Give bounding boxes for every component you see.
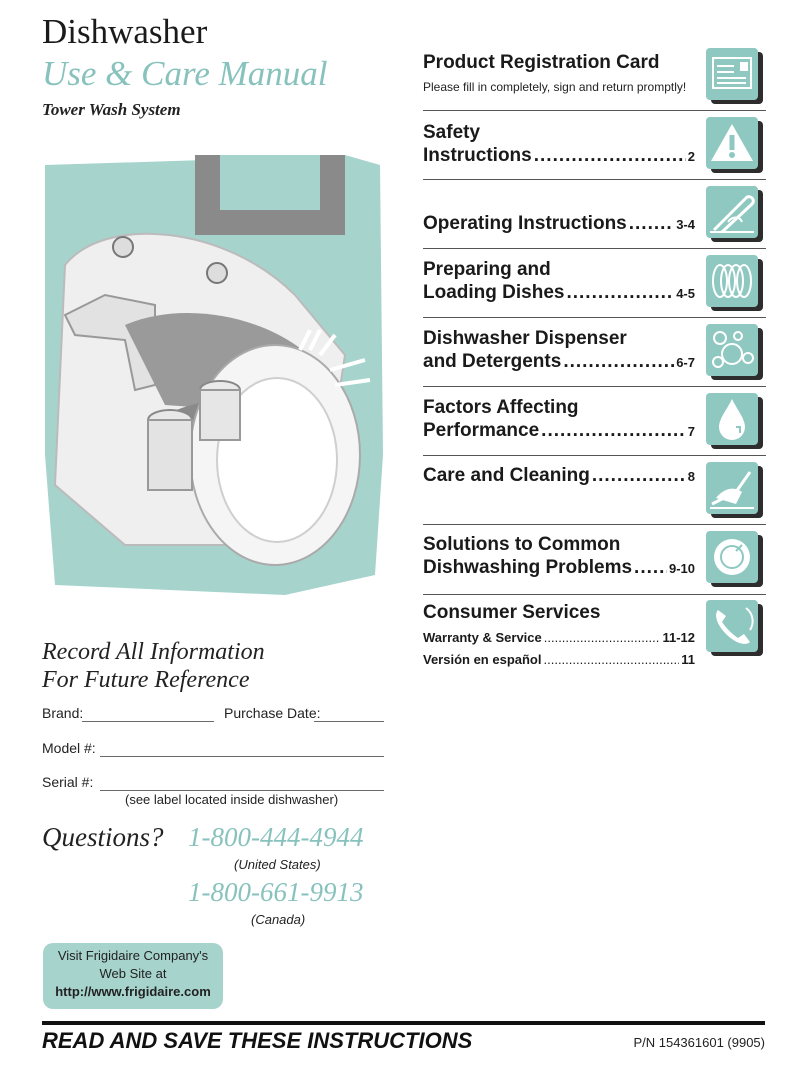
detergent-bubbles-icon <box>706 324 760 378</box>
toc-page: 9-10 <box>668 561 695 576</box>
toc-entry-consumer-services[interactable] <box>423 601 695 671</box>
toc-page: 8 <box>687 469 695 484</box>
toc-line2: Instructions <box>423 145 532 166</box>
record-heading-line2: For Future Reference <box>42 667 250 693</box>
toc-divider <box>423 455 766 456</box>
toc-page: 6-7 <box>676 355 695 370</box>
toc-entry-care[interactable] <box>423 464 695 488</box>
toc-line2: Loading Dishes <box>423 282 565 303</box>
toc-sub-label: Versión en español <box>423 652 542 667</box>
purchase-date-label: Purchase Date: <box>224 705 321 721</box>
read-save-instructions: READ AND SAVE THESE INSTRUCTIONS <box>42 1028 473 1053</box>
toc-entry-performance[interactable] <box>423 396 695 443</box>
clean-plate-icon <box>706 531 760 585</box>
toc-divider <box>423 317 766 318</box>
toc-line1: Factors Affecting <box>423 397 579 418</box>
record-heading <box>42 638 265 694</box>
phone-canada[interactable]: 1-800-661-9913 <box>188 877 364 907</box>
cleaning-hand-icon <box>706 462 760 516</box>
toc-line1: Preparing and <box>423 259 551 280</box>
toc-entry-operating[interactable] <box>423 212 695 236</box>
toc-line1: Solutions to Common <box>423 534 621 555</box>
warning-icon <box>706 117 760 171</box>
toc-line1: Safety <box>423 122 481 143</box>
model-field[interactable] <box>100 740 384 757</box>
toc-sub-page: 11 <box>681 652 695 667</box>
wash-system-name: Tower Wash System <box>42 100 181 119</box>
toc-divider <box>423 524 766 525</box>
website-line2: Web Site at <box>99 966 167 981</box>
toc-entry-solutions[interactable] <box>423 533 695 580</box>
serial-label: Serial #: <box>42 774 94 790</box>
toc-page: 7 <box>687 424 695 439</box>
registration-card-icon <box>706 48 760 102</box>
phone-us-label: (United States) <box>234 857 321 872</box>
toc-entry-loading[interactable] <box>423 258 695 305</box>
brand-label: Brand: <box>42 705 84 721</box>
water-drop-icon <box>706 393 760 447</box>
dishwasher-illustration <box>45 155 385 595</box>
footer-rule <box>42 1021 765 1025</box>
model-label: Model #: <box>42 740 96 756</box>
toc-line1: Dishwasher Dispenser <box>423 328 627 349</box>
toc-line1: Operating Instructions <box>423 213 627 234</box>
telephone-icon <box>706 600 760 654</box>
toc-entry-safety[interactable] <box>423 121 695 168</box>
toc-entry-registration-card[interactable] <box>423 51 695 94</box>
website-line1: Visit Frigidaire Company's <box>57 948 209 963</box>
website-url[interactable]: http://www.frigidaire.com <box>55 984 211 999</box>
record-heading-line1: Record All Information <box>42 639 265 665</box>
toc-sub-page: 11-12 <box>662 630 695 645</box>
purchase-date-field[interactable] <box>314 705 384 722</box>
toc-sub-label: Warranty & Service <box>423 630 542 645</box>
toc-divider <box>423 248 766 249</box>
toc-line1: Care and Cleaning <box>423 465 590 486</box>
hand-pressing-icon <box>706 186 760 240</box>
toc-divider <box>423 110 766 111</box>
toc-note: Please fill in completely, sign and return promptly! <box>423 80 687 94</box>
manual-title: Dishwasher <box>42 12 208 51</box>
toc-line2: and Detergents <box>423 351 562 372</box>
toc-sub-spanish[interactable] <box>423 649 695 671</box>
toc-divider <box>423 386 766 387</box>
brand-field[interactable] <box>82 705 214 722</box>
serial-field[interactable] <box>100 774 384 791</box>
website-box <box>43 943 223 1009</box>
toc-entry-detergents[interactable] <box>423 327 695 374</box>
stacked-dishes-icon <box>706 255 760 309</box>
toc-sub-warranty[interactable] <box>423 627 695 649</box>
toc-title: Consumer Services <box>423 602 601 623</box>
toc-page: 4-5 <box>676 286 695 301</box>
toc-divider <box>423 594 766 595</box>
toc-page: 3-4 <box>676 217 695 232</box>
phone-us[interactable]: 1-800-444-4944 <box>188 822 364 852</box>
toc-page: 2 <box>687 149 695 164</box>
toc-divider <box>423 179 766 180</box>
part-number: P/N 154361601 (9905) <box>633 1035 765 1050</box>
toc-line2: Dishwashing Problems <box>423 557 633 578</box>
serial-note: (see label located inside dishwasher) <box>125 792 339 807</box>
manual-subtitle: Use & Care Manual <box>42 54 328 93</box>
toc-line2: Performance <box>423 420 540 441</box>
questions-label: Questions? <box>42 822 164 852</box>
phone-canada-label: (Canada) <box>251 912 306 927</box>
toc-title: Product Registration Card <box>423 52 660 73</box>
